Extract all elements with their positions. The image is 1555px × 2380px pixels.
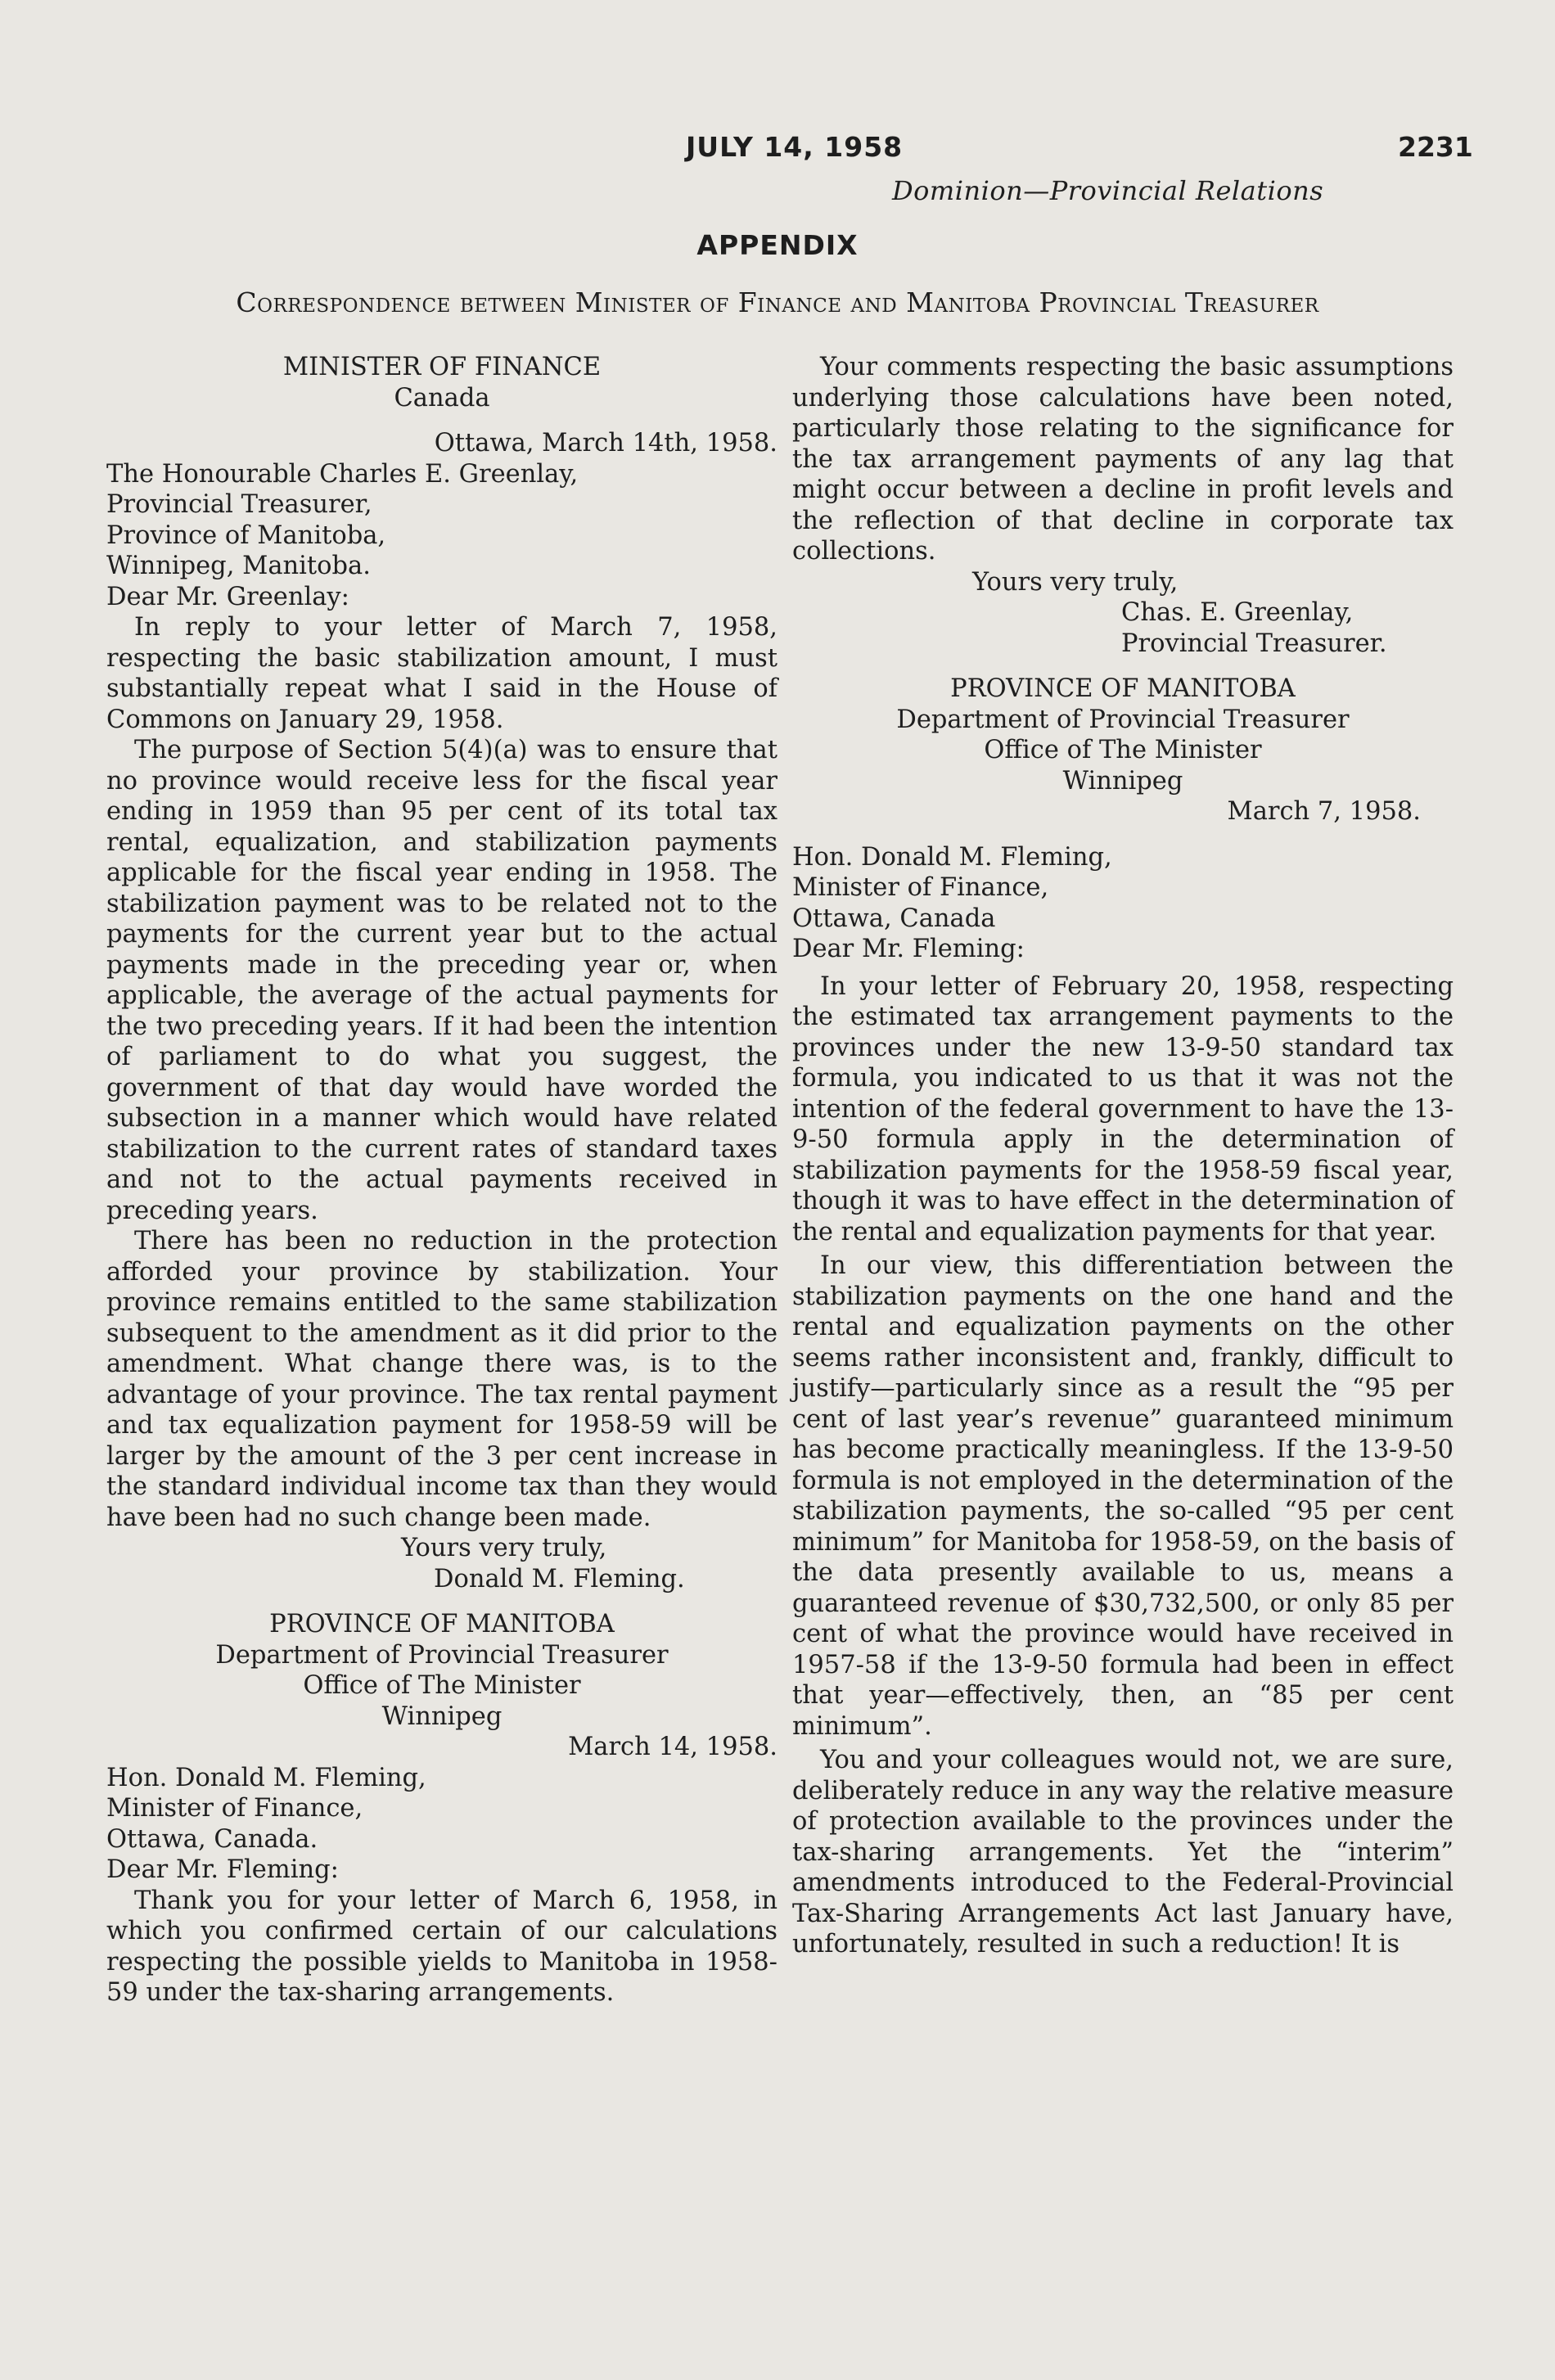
header-subject: Dominion—Provincial Relations <box>892 175 1324 206</box>
letter3-paragraph: In our view, this differentiation between the stabilization payments on the one hand and the rental and equalization payments on the other seems rather inconsistent and, frankly, difficult to justify—particularly since as a result the “95 per cent of last year’s revenue” guaranteed minimum has become practically meaningless. If the 13-9-50 formula is not employed in the determination of the stabilization payments, the so-called “95 per cent minimum” for Manitoba for 1958-59, on the basis of the data presently available to us, means a guaranteed revenue of $30,732,500, or only 85 per cent of what the province would have received in 1957-58 if the 13-9-50 formula had been in effect that year—effectively, then, an “85 per cent minimum”. <box>792 1251 1454 1741</box>
letter1-address-line: The Honourable Charles E. Greenlay, <box>106 459 579 489</box>
appendix-title: APPENDIX <box>696 229 859 261</box>
letter3-paragraph: You and your colleagues would not, we are sure, deliberately reduce in any way the relative measure of protection available to the provinces under the tax-sharing arrangements. Yet the “interim” amendments introduced to the Federal-Provincial Tax-Sharing Arrangements Act last January have, unfortunately, resulted in such a reduction! It is <box>792 1746 1454 1959</box>
letter3-city: Winnipeg <box>1062 766 1183 796</box>
letter1-country: Canada <box>394 383 490 412</box>
page-number: 2231 <box>1398 131 1473 163</box>
correspondence-title: Correspondence between Minister of Finance and Manitoba Provincial Treasurer <box>236 286 1319 318</box>
letter3-org: PROVINCE OF MANITOBA <box>950 674 1296 703</box>
letter2-signature: Chas. E. Greenlay, <box>1121 598 1354 627</box>
letter2-paragraph: Thank you for your letter of March 6, 1958, in which you confirmed certain of our calculations respecting the possible yields to Manitoba in 1958-59 under the tax-sharing arrangements. <box>106 1886 778 2007</box>
letter3-dept: Department of Provincial Treasurer <box>896 705 1350 734</box>
letter2-address-line: Minister of Finance, <box>106 1794 363 1823</box>
letter3-address-line: Minister of Finance, <box>792 873 1049 902</box>
right-column <box>792 352 1454 1960</box>
letter2-paragraph: Your comments respecting the basic assumptions underlying those calculations have been noted, particularly those relating to the significance for the tax arrangement payments of any lag that might occur between a decline in profit levels and the reflection of that decline in corporate tax collections. <box>792 353 1454 566</box>
letter2-dept: Department of Provincial Treasurer <box>215 1640 669 1670</box>
letter1-paragraph: In reply to your letter of March 7, 1958, respecting the basic stabilization amount, I must substantially repeat what I said in the House of Commons on January 29, 1958. <box>106 613 778 734</box>
letter1-closing: Yours very truly, <box>401 1534 607 1562</box>
letter3-date: March 7, 1958. <box>1227 797 1421 826</box>
letter2-org: PROVINCE OF MANITOBA <box>269 1610 615 1639</box>
letter2-date: March 14, 1958. <box>568 1733 778 1761</box>
letter3-address-line: Ottawa, Canada <box>792 904 996 933</box>
letter2-closing: Yours very truly, <box>972 567 1179 597</box>
letter2-address-line: Ottawa, Canada. <box>106 1824 318 1854</box>
letter1-paragraph: There has been no reduction in the protection afforded your province by stabilization. Your province remains entitled to the same stabilization subsequent to the amendment as it did prior to the amendment. What change there was, is to the advantage of your province. The tax rental payment and tax equalization payment for 1958-59 will be larger by the amount of the 3 per cent increase in the standard individual income tax than they would have been had no such change been made. <box>106 1227 778 1532</box>
letter3-paragraph: In your letter of February 20, 1958, respecting the estimated tax arrangement payments to the provinces under the new 13-9-50 standard tax formula, you indicated to us that it was not the intention of the federal government to have the 13-9-50 formula apply in the determination of stabilization payments for the 1958-59 fiscal year, though it was to have effect in the determination of the rental and equalization payments for that year. <box>792 971 1454 1246</box>
letter2-salutation: Dear Mr. Fleming: <box>106 1855 339 1884</box>
left-column <box>106 352 778 2008</box>
letter3-salutation: Dear Mr. Fleming: <box>792 935 1025 963</box>
letter3-office: Office of The Minister <box>984 736 1262 764</box>
letter1-org: MINISTER OF FINANCE <box>282 353 602 381</box>
letter2-signature-title: Provincial Treasurer. <box>1121 629 1387 658</box>
letter1-address-line: Province of Manitoba, <box>106 521 386 550</box>
letter1-salutation: Dear Mr. Greenlay: <box>106 582 349 611</box>
letter2-city: Winnipeg <box>381 1702 503 1731</box>
letter2-office: Office of The Minister <box>303 1671 581 1700</box>
letter1-address-line: Winnipeg, Manitoba. <box>106 552 371 580</box>
letter1-signature: Donald M. Fleming. <box>434 1564 685 1593</box>
letter1-place-date: Ottawa, March 14th, 1958. <box>434 429 778 458</box>
letter3-address-line: Hon. Donald M. Fleming, <box>792 842 1112 872</box>
letter2-address-line: Hon. Donald M. Fleming, <box>106 1763 426 1792</box>
letter1-address-line: Provincial Treasurer, <box>106 490 372 519</box>
letter1-paragraph: The purpose of Section 5(4)(a) was to ensure that no province would receive less for the fiscal year ending in 1959 than 95 per cent of its total tax rental, equalization, and stabilization payments applicable for the fiscal year ending in 1958. The stabilization payment was to be related not to the payments for the current year but to the actual payments made in the preceding year or, when applicable, the average of the actual payments for the two preceding years. If it had been the intention of parliament to do what you suggest, the government of that day would have worded the subsection in a manner which would have related stabilization to the current rates of standard taxes and not to the actual payments received in preceding years. <box>106 736 778 1225</box>
header-date: JULY 14, 1958 <box>686 131 904 163</box>
